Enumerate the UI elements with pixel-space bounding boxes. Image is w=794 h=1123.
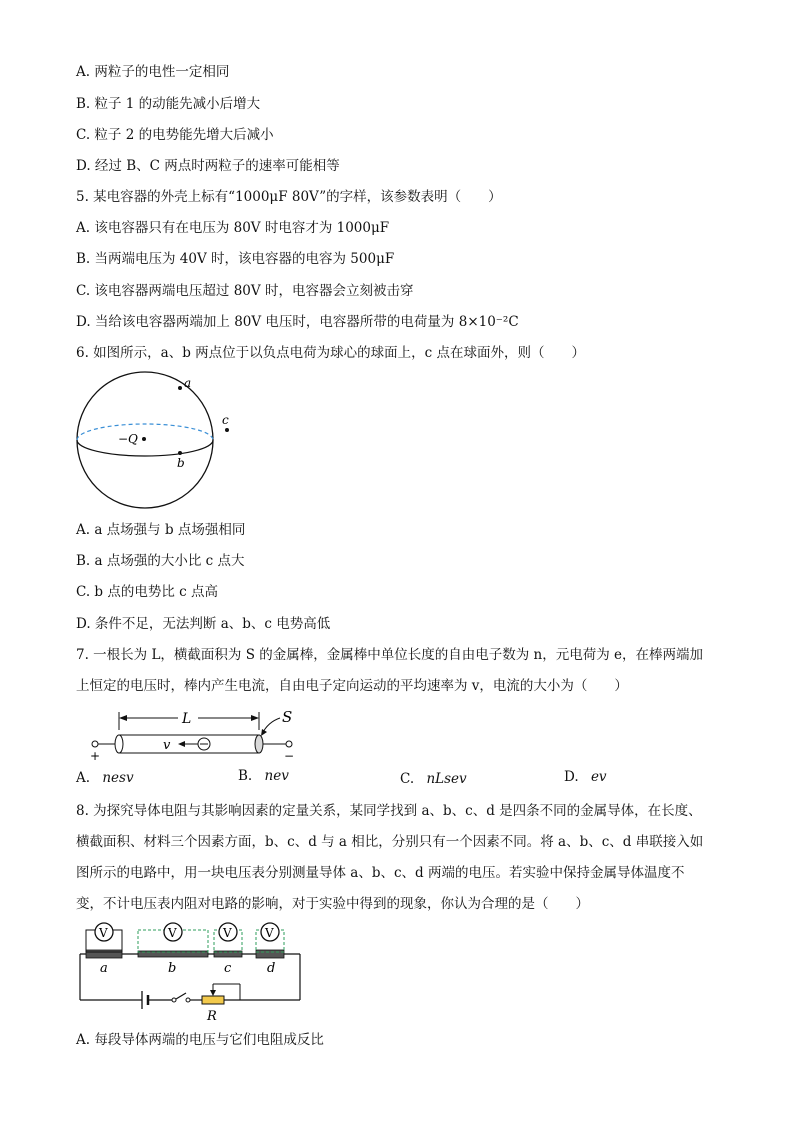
q4-option-b: B. 粒子 1 的动能先减小后增大	[76, 96, 261, 112]
q7-stem-line2: 上恒定的电压时，棒内产生电流，自由电子定向运动的平均速率为 v，电流的大小为（ ）	[76, 678, 628, 694]
q6-option-c: C. b 点的电势比 c 点高	[76, 584, 219, 600]
q6-option-a: A. a 点场强与 b 点场强相同	[76, 522, 246, 538]
q7-stem-line1: 7. 一根长为 L，横截面积为 S 的金属棒，金属棒中单位长度的自由电子数为 n，元电荷为 e，在棒两端加	[76, 647, 704, 663]
area-label: S	[282, 708, 293, 726]
q7-option-c-formula: nLsev	[426, 771, 467, 787]
q8-stem-line1: 8. 为探究导体电阻与其影响因素的定量关系，某同学找到 a、b、c、d 是四条不同的金属导体，在长度、	[76, 803, 702, 819]
q5-option-a: A. 该电容器只有在电压为 80V 时电容才为 1000μF	[76, 220, 390, 236]
point-b-label: b	[177, 456, 185, 470]
plus-label: +	[90, 749, 101, 763]
conductor-b-label: b	[168, 961, 177, 976]
q8-stem-line3: 图所示的电路中，用一块电压表分别测量导体 a、b、c、d 两端的电压。若实验中保持金属导体温度不	[76, 865, 685, 881]
q5-option-b: B. 当两端电压为 40V 时，该电容器的电容为 500μF	[76, 251, 395, 267]
switch-blade	[176, 993, 186, 999]
q4-option-c: C. 粒子 2 的电势能先增大后减小	[76, 127, 274, 143]
voltmeter-d-label: V	[265, 926, 274, 940]
point-b-dot	[178, 451, 182, 455]
q7-option-b-label: B.	[238, 768, 253, 784]
switch-right-contact	[186, 998, 190, 1002]
q7-option-c-label: C.	[400, 771, 415, 787]
voltmeter-c-label: V	[223, 926, 232, 940]
point-c-dot	[225, 428, 229, 432]
charge-label: −Q	[118, 432, 138, 446]
q7-option-b	[238, 766, 289, 786]
left-terminal	[92, 741, 98, 747]
q7-option-b-formula: nev	[264, 768, 289, 784]
q7-option-a	[76, 768, 134, 788]
conductor-a	[86, 950, 122, 958]
conductor-d	[256, 950, 284, 958]
q8-stem-line4: 变，不计电压表内阻对电路的影响，对于实验中得到的现象，你认为合理的是（ ）	[76, 896, 589, 912]
length-label: L	[182, 711, 192, 727]
q7-rod-figure	[86, 704, 306, 764]
conductor-c-label: c	[224, 961, 232, 976]
conductor-d-label: d	[267, 961, 276, 976]
q5-option-d: D. 当给该电容器两端加上 80V 电压时，电容器所带的电荷量为 8×10⁻²C	[76, 314, 519, 330]
q4-option-a: A. 两粒子的电性一定相同	[76, 64, 230, 80]
q6-stem: 6. 如图所示，a、b 两点位于以负点电荷为球心的球面上，c 点在球面外，则（ ）	[76, 345, 586, 361]
conductor-c	[214, 951, 242, 957]
q7-option-a-label: A.	[76, 770, 91, 786]
minus-label: −	[284, 749, 295, 763]
voltmeter-a-label: V	[99, 926, 108, 940]
voltmeter-b-label: V	[168, 926, 177, 940]
q7-option-a-formula: nesv	[102, 770, 134, 786]
q5-option-c: C. 该电容器两端电压超过 80V 时，电容器会立刻被击穿	[76, 283, 414, 299]
point-c-label: c	[222, 413, 229, 427]
point-a-label: a	[184, 376, 192, 390]
q7-option-d	[564, 767, 607, 787]
sphere-front-equator	[77, 440, 213, 456]
q6-option-d: D. 条件不足，无法判断 a、b、c 电势高低	[76, 616, 331, 632]
switch-left-contact	[172, 998, 176, 1002]
point-a-dot	[178, 386, 182, 390]
q5-stem: 5. 某电容器的外壳上标有“1000μF 80V”的字样，该参数表明（ ）	[76, 189, 502, 205]
q7-option-d-formula: ev	[590, 769, 607, 785]
velocity-label: v	[163, 738, 171, 753]
q8-option-a: A. 每段导体两端的电压与它们电阻成反比	[76, 1032, 324, 1048]
q4-option-d: D. 经过 B、C 两点时两粒子的速率可能相等	[76, 158, 340, 174]
charge-dot	[142, 437, 146, 441]
right-terminal	[286, 741, 292, 747]
q6-sphere-figure	[70, 370, 250, 520]
rheostat	[202, 996, 224, 1004]
q8-stem-line2: 横截面积、材料三个因素方面，b、c、d 与 a 相比，分别只有一个因素不同。将 a、b、c、d 串联接入如	[76, 834, 704, 850]
rheostat-label: R	[207, 1009, 217, 1020]
conductor-a-label: a	[100, 961, 108, 976]
q7-option-c	[400, 769, 467, 789]
q6-option-b: B. a 点场强的大小比 c 点大	[76, 553, 245, 569]
q8-circuit-figure	[72, 920, 312, 1020]
q7-option-d-label: D.	[564, 769, 579, 785]
